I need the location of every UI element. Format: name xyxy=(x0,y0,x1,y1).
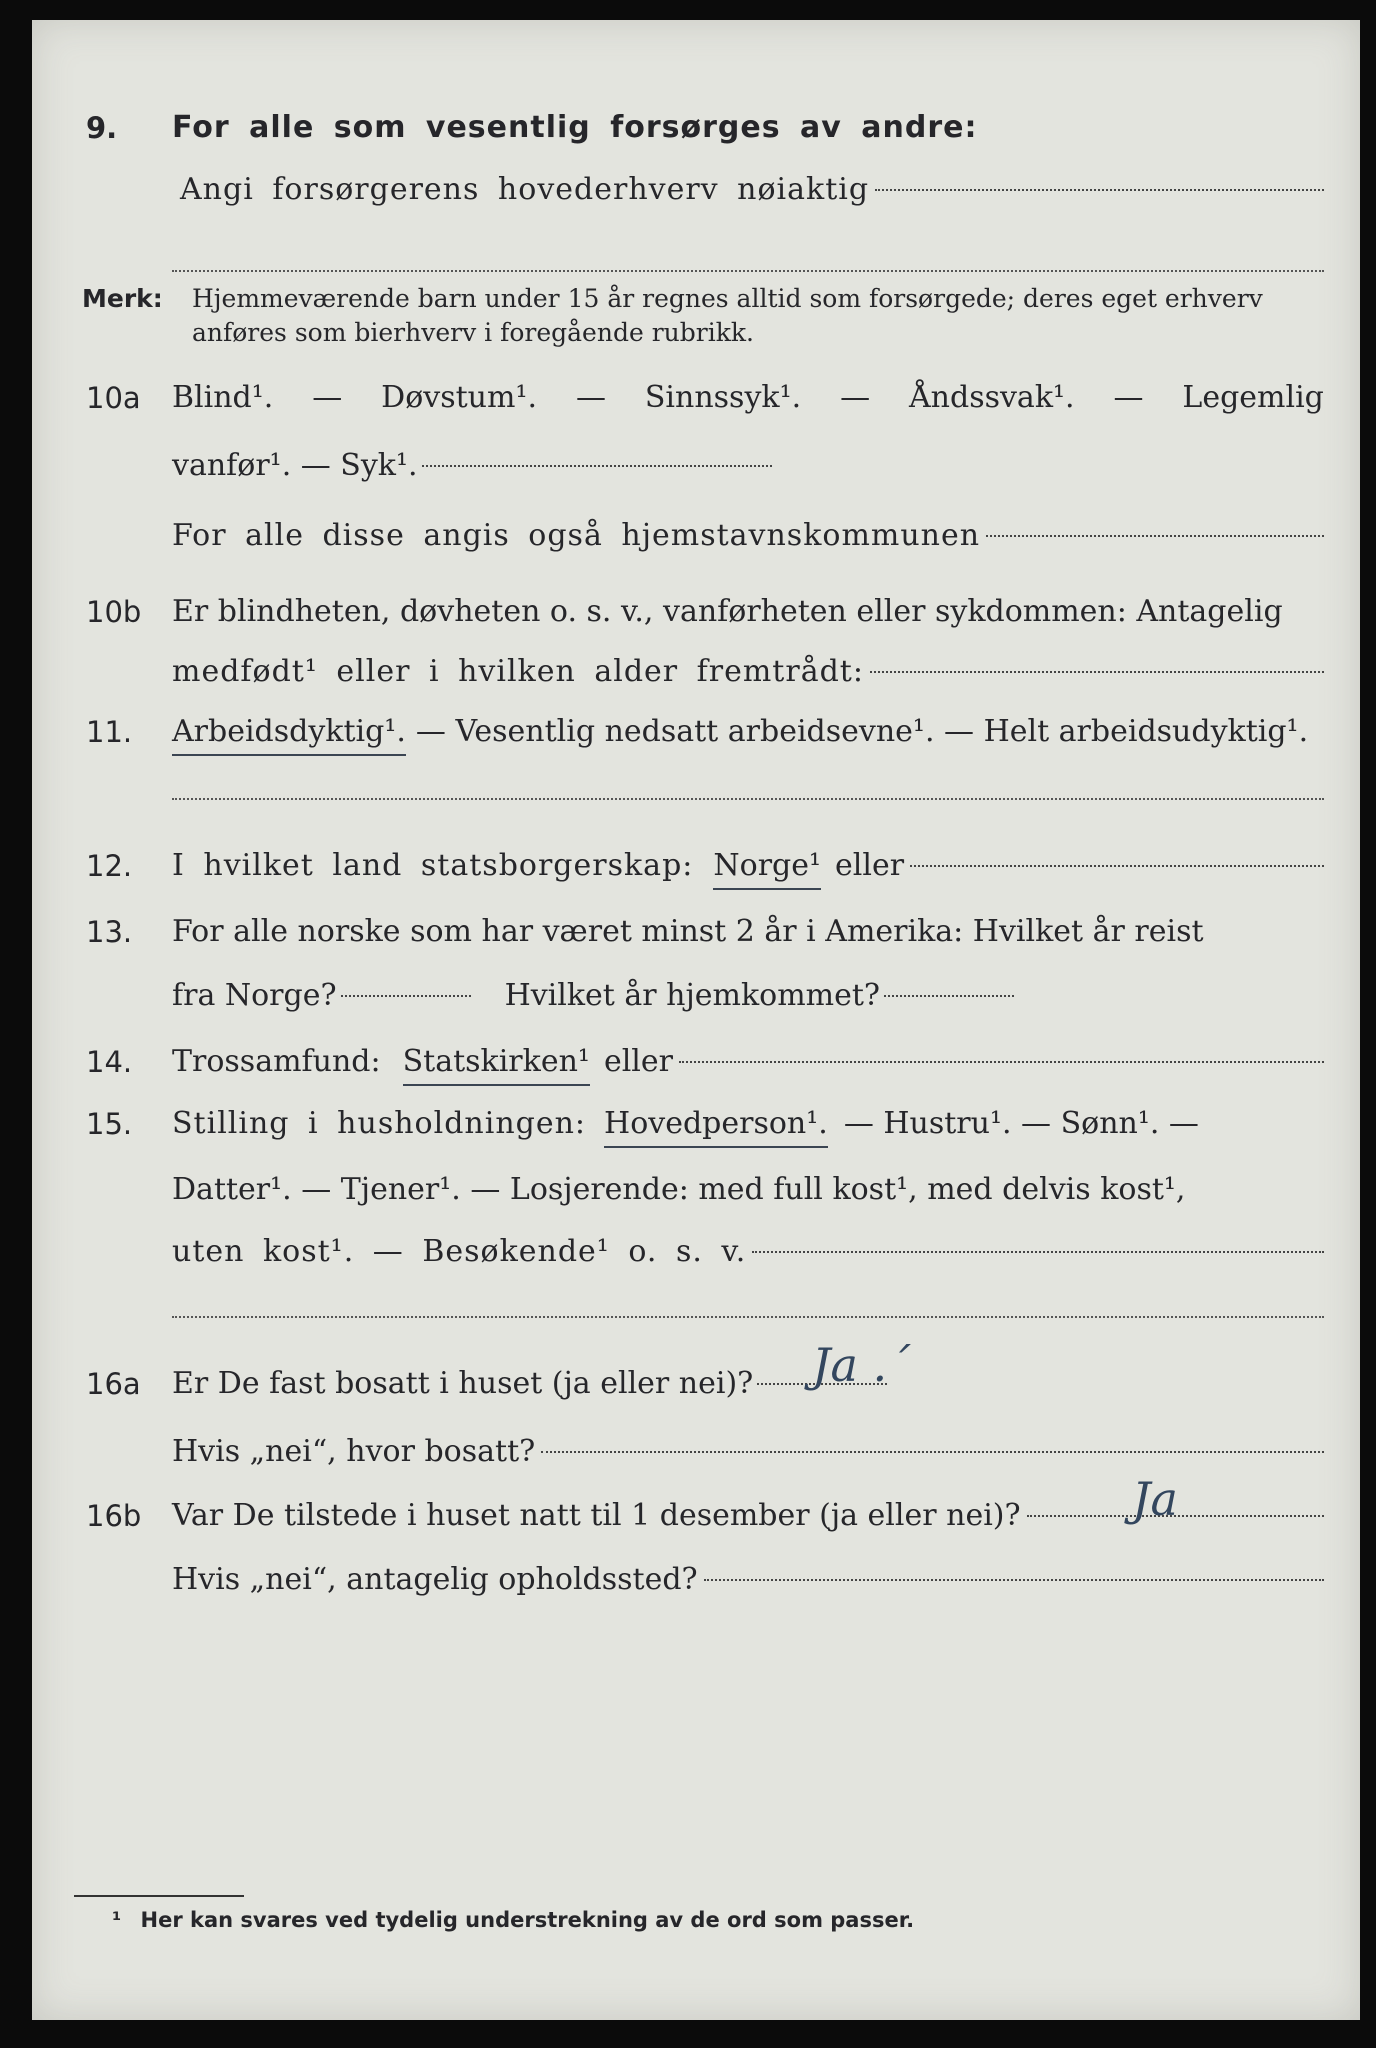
q16b-number: 16b xyxy=(86,1499,142,1533)
footnote-mark: ¹ xyxy=(112,1908,122,1932)
merk-label: Merk: xyxy=(82,284,163,313)
q12-number: 12. xyxy=(86,849,133,883)
q10a-number: 10a xyxy=(86,381,141,415)
q10a-opt-blind[interactable]: Blind¹. xyxy=(172,380,274,415)
q10b-line1: Er blindheten, døvheten o. s. v., vanførheten eller sykdommen: Antagelig xyxy=(172,594,1283,629)
q13-line2a: fra Norge? xyxy=(172,978,337,1013)
q16a-line1: Er De fast bosatt i huset (ja eller nei)? xyxy=(172,1366,754,1401)
q11-other-options: — Vesentlig nedsatt arbeidsevne¹. — Helt arbeidsudyktig¹. xyxy=(415,714,1309,749)
q16b-opholdssted-field[interactable] xyxy=(704,1578,1324,1581)
merk-text: Hjemmeværende barn under 15 år regnes alltid som forsørgede; deres eget erhverv anføres som bierhverv i foregående rubrikk. xyxy=(192,284,1263,347)
q16a-number: 16a xyxy=(86,1367,141,1401)
q16a-bosatt-field[interactable] xyxy=(541,1450,1324,1453)
q12-other-field[interactable] xyxy=(910,864,1324,867)
q11-number: 11. xyxy=(86,715,133,749)
q16a-line2: Hvis „nei“, hvor bosatt? xyxy=(172,1434,536,1469)
q15-answer-hovedperson[interactable]: Hovedperson¹. xyxy=(604,1104,828,1148)
q14-prefix: Trossamfund: xyxy=(172,1044,381,1079)
q16b-handwritten-answer: Ja xyxy=(1132,1472,1178,1526)
q13-number: 13. xyxy=(86,915,133,949)
dash: — xyxy=(575,380,606,415)
q10a-line3: For alle disse angis også hjemstavnskommunen xyxy=(172,518,981,553)
q12-prefix: I hvilket land statsborgerskap: xyxy=(172,848,694,883)
q14-number: 14. xyxy=(86,1045,133,1079)
q15-number: 15. xyxy=(86,1107,133,1141)
census-form-page xyxy=(32,20,1360,2020)
q14-answer-statskirken[interactable]: Statskirken¹ xyxy=(403,1042,590,1086)
footnote-text: Her kan svares ved tydelig understrekning av de ord som passer. xyxy=(140,1908,915,1932)
q10b-alder-field[interactable] xyxy=(870,670,1324,673)
q12-suffix: eller xyxy=(835,848,905,883)
q11-answer-line[interactable] xyxy=(172,798,1324,800)
q10a-opt-andssvak[interactable]: Åndssvak¹. xyxy=(909,380,1075,415)
q10b-number: 10b xyxy=(86,595,142,629)
q13-line2b: Hvilket år hjemkommet? xyxy=(504,978,881,1013)
q9-line-label: Angi forsørgerens hovederhverv nøiaktig xyxy=(180,172,870,207)
q9-answer-line-2[interactable] xyxy=(172,270,1324,272)
q15-prefix: Stilling i husholdningen: xyxy=(172,1106,587,1141)
q14-other-field[interactable] xyxy=(679,1060,1324,1063)
q15-other-field[interactable] xyxy=(752,1250,1324,1253)
q15-line1-rest: — Hustru¹. — Sønn¹. — xyxy=(843,1106,1199,1141)
q13-hjemkommet-field[interactable] xyxy=(884,994,1014,997)
q10a-syk-field[interactable] xyxy=(422,464,772,467)
q10a-opt-legemlig[interactable]: Legemlig xyxy=(1182,380,1324,415)
q10a-opt-dovstum[interactable]: Døvstum¹. xyxy=(381,380,538,415)
dash: — xyxy=(1113,380,1144,415)
dash: — xyxy=(840,380,871,415)
q11-opt-arbeidsdyktig[interactable]: Arbeidsdyktig¹. xyxy=(172,712,406,756)
q9-heading: For alle som vesentlig forsørges av andre: xyxy=(172,110,978,145)
footnote xyxy=(112,1908,914,1932)
q10b-line2: medfødt¹ eller i hvilken alder fremtrådt: xyxy=(172,654,864,689)
q10a-opt-sinnssyk[interactable]: Sinnssyk¹. xyxy=(644,380,802,415)
q14-suffix: eller xyxy=(603,1044,673,1079)
q16b-line2: Hvis „nei“, antagelig opholdssted? xyxy=(172,1562,698,1597)
q16a-handwritten-answer: Ja .´ xyxy=(812,1338,911,1392)
q10a-kommune-field[interactable] xyxy=(986,534,1324,537)
dash: — xyxy=(312,380,343,415)
q13-reist-field[interactable] xyxy=(341,994,471,997)
q13-line1: For alle norske som har været minst 2 år i Amerika: Hvilket år reist xyxy=(172,914,1204,949)
footnote-rule xyxy=(74,1895,244,1897)
q15-answer-line[interactable] xyxy=(172,1316,1324,1318)
q15-line3: uten kost¹. — Besøkende¹ o. s. v. xyxy=(172,1234,747,1269)
q10a-line2: vanfør¹. — Syk¹. xyxy=(172,448,418,483)
q16b-line1: Var De tilstede i huset natt til 1 desember (ja eller nei)? xyxy=(172,1498,1021,1533)
q10a-options xyxy=(172,378,1324,418)
q12-answer-norge[interactable]: Norge¹ xyxy=(713,846,821,890)
q9-answer-field[interactable] xyxy=(875,188,1324,191)
q9-number: 9. xyxy=(86,111,118,145)
q15-line2: Datter¹. — Tjener¹. — Losjerende: med full kost¹, med delvis kost¹, xyxy=(172,1172,1186,1207)
